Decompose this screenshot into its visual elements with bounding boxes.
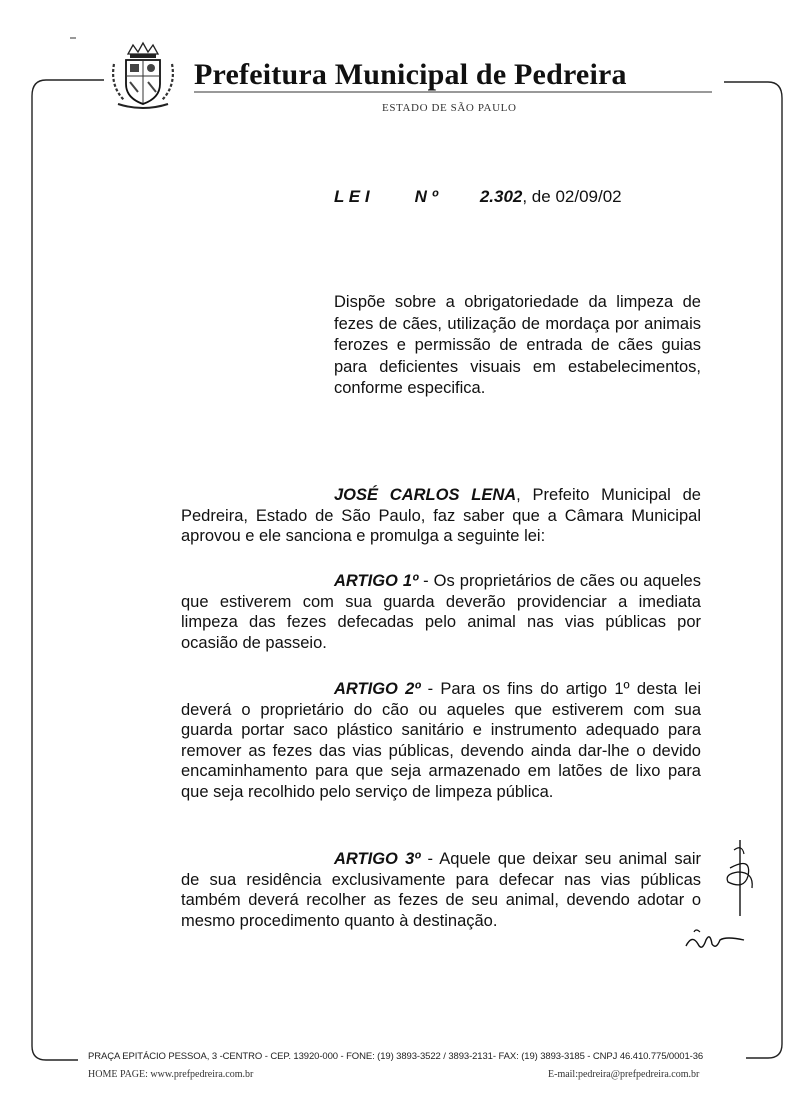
law-summary: Dispõe sobre a obrigatoriedade da limpeza de fezes de cães, utilização de mordaça por animais ferozes e permissão de entrada de cães guias para deficientes visuais em estabelecimentos, conforme especifica. [334,293,701,397]
footer-homepage: HOME PAGE: www.prefpedreira.com.br [88,1069,254,1080]
law-label: L E I [334,187,370,206]
preamble-text: , Prefeito Municipal de Pedreira, Estado de São Paulo, faz saber que a Câmara Municipal aprovou e ele sanciona e promulga a seguinte lei: [181,486,701,545]
law-number-label: N º [414,187,438,206]
article-1-label: ARTIGO 1º [334,572,419,590]
article-3-text: - Aquele que deixar seu animal sair de sua residência exclusivamente para defecar nas vias públicas também deverá recolher as fezes de seu animal, devendo adotar o mesmo procedimento quanto à destinação. [181,850,701,930]
law-heading [334,187,622,207]
article-3-label: ARTIGO 3º [334,850,421,868]
article-2-label: ARTIGO 2º [334,680,421,698]
article-2-text: - Para os fins do artigo 1º desta lei deverá o proprietário do cão ou aqueles que estiverem com sua guarda portar saco plástico sanitário e instrumento adequado para remover as fezes das vias públicas, devendo ainda dar-lhe o devido encaminhamento para que seja armazenado em latões de lixo para que seja recolhido pelo serviço de limpeza pública. [181,680,701,801]
signature-initials-icon [722,838,758,918]
signature-scribble-icon [682,926,748,954]
article-2 [181,679,701,802]
article-3 [181,849,701,931]
article-1 [181,571,701,653]
preamble-paragraph [181,485,701,547]
law-date: , de 02/09/02 [522,187,622,206]
municipal-crest-icon [108,40,178,112]
law-number: 2.302 [479,187,523,206]
mayor-name: JOSÉ CARLOS LENA [334,486,517,504]
article-1-text: - Os proprietários de cães ou aqueles que estiverem com sua guarda deverão providenciar a imediata limpeza das fezes defecadas pelo animal nas vias públicas por ocasião de passeio. [181,572,701,652]
state-subtitle: ESTADO DE SÃO PAULO [382,102,517,114]
footer-email: E-mail:pedreira@prefpedreira.com.br [548,1069,700,1080]
page-title: Prefeitura Municipal de Pedreira [194,58,627,91]
footer-address: PRAÇA EPITÁCIO PESSOA, 3 -CENTRO - CEP. 13920-000 - FONE: (19) 3893-3522 / 3893-2131- FAX: (19) 3893-3185 - CNPJ 46.410.775/0001-36 [88,1051,704,1062]
